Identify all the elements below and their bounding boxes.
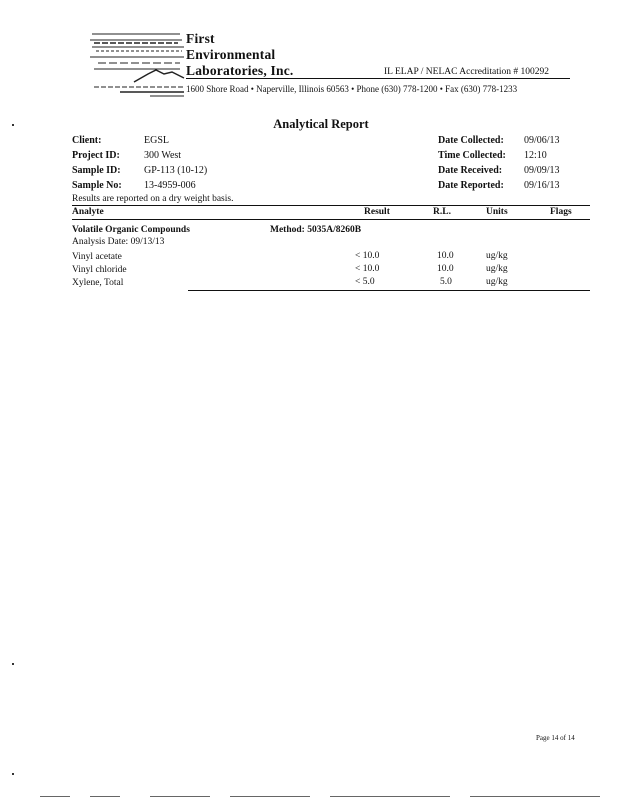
scan-artifact-line [150, 796, 210, 797]
scan-artifact-line [90, 796, 120, 797]
scan-speck [12, 124, 14, 126]
table-row-units: ug/kg [486, 251, 508, 261]
scan-artifact-line [470, 796, 600, 797]
table-row-analyte: Vinyl acetate [72, 252, 122, 262]
compound-group-label: Volatile Organic Compounds [72, 225, 190, 235]
report-title: Analytical Report [273, 117, 369, 131]
date-collected-label: Date Collected: [438, 135, 504, 146]
table-row-rl: 5.0 [440, 277, 452, 287]
table-row-rl: 10.0 [437, 251, 454, 261]
date-received-label: Date Received: [438, 165, 503, 176]
accreditation-number: IL ELAP / NELAC Accreditation # 100292 [384, 67, 549, 77]
scan-artifact-line [230, 796, 310, 797]
table-row-rl: 10.0 [437, 264, 454, 274]
table-row-units: ug/kg [486, 264, 508, 274]
table-row-result: < 5.0 [355, 277, 375, 287]
client-label: Client: [72, 135, 102, 146]
basis-note: Results are reported on a dry weight basis. [72, 194, 234, 204]
table-bottom-rule [188, 290, 590, 291]
scan-artifact-line [40, 796, 70, 797]
rl-column-header: R.L. [433, 207, 451, 217]
date-collected-value: 09/06/13 [524, 135, 560, 146]
time-collected-value: 12:10 [524, 150, 547, 161]
table-row-result: < 10.0 [355, 251, 380, 261]
company-name-line2: Environmental [186, 47, 276, 62]
units-column-header: Units [486, 207, 508, 217]
sample-no-value: 13-4959-006 [144, 180, 196, 191]
project-id-label: Project ID: [72, 150, 120, 161]
sample-id-label: Sample ID: [72, 165, 121, 176]
company-name-line1: First [186, 31, 215, 46]
flags-column-header: Flags [550, 207, 572, 217]
company-name-line3: Laboratories, Inc. [186, 63, 294, 78]
sample-no-label: Sample No: [72, 180, 122, 191]
client-value: EGSL [144, 135, 169, 146]
table-row-analyte: Vinyl chloride [72, 265, 127, 275]
table-top-rule [72, 205, 590, 206]
result-column-header: Result [364, 207, 390, 217]
table-row-units: ug/kg [486, 277, 508, 287]
date-reported-label: Date Reported: [438, 180, 504, 191]
company-logo [90, 30, 186, 102]
analysis-date: Analysis Date: 09/13/13 [72, 237, 165, 247]
page-number: Page 14 of 14 [536, 734, 575, 742]
date-received-value: 09/09/13 [524, 165, 560, 176]
time-collected-label: Time Collected: [438, 150, 506, 161]
scan-speck [12, 663, 14, 665]
header-rule [186, 78, 570, 79]
table-row-analyte: Xylene, Total [72, 278, 124, 288]
scan-speck [12, 773, 14, 775]
scan-artifact-line [330, 796, 450, 797]
date-reported-value: 09/16/13 [524, 180, 560, 191]
analyte-column-header: Analyte [72, 207, 104, 217]
method-label: Method: 5035A/8260B [270, 225, 362, 235]
sample-id-value: GP-113 (10-12) [144, 165, 208, 176]
table-row-result: < 10.0 [355, 264, 380, 274]
table-header-rule [72, 219, 590, 220]
company-address: 1600 Shore Road • Naperville, Illinois 60563 • Phone (630) 778-1200 • Fax (630) 778-1233 [186, 84, 518, 94]
project-id-value: 300 West [144, 150, 182, 161]
